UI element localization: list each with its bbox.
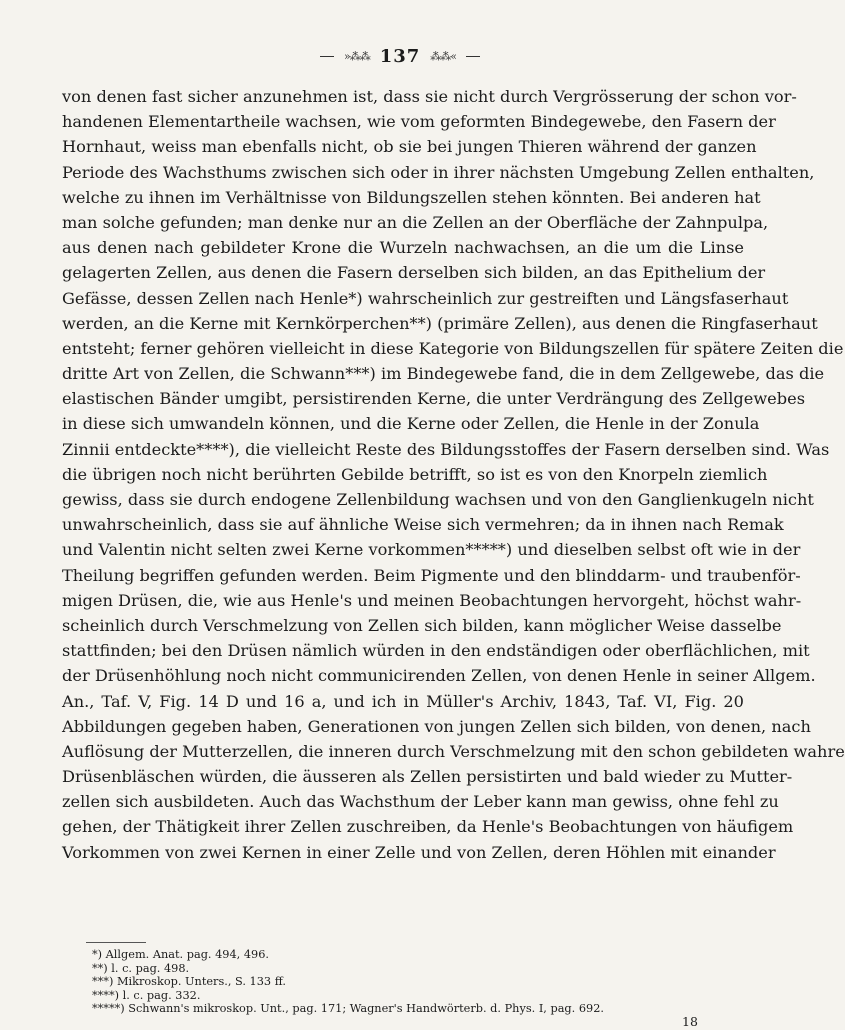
text-line: entsteht; ferner gehören vielleicht in diese Kategorie von Bildungszellen für spätere Zeiten die: [62, 338, 844, 358]
text-line: dritte Art von Zellen, die Schwann***) im Bindegewebe fand, die in dem Zellgewebe, das die: [62, 364, 825, 384]
footnote: ****) l. c. pag. 332.: [92, 988, 201, 1002]
header-ornament-right: ⁂⁂«: [430, 50, 457, 63]
header-rule-left: [320, 56, 334, 57]
page-header: [0, 46, 800, 67]
text-line: gehen, der Thätigkeit ihrer Zellen zuschreiben, da Henle's Beobachtungen von häufigem: [62, 817, 794, 837]
text-line: von denen fast sicher anzunehmen ist, dass sie nicht durch Vergrösserung der schon vor-: [62, 87, 797, 106]
text-line: scheinlich durch Verschmelzung von Zellen sich bilden, kann möglicher Weise dasselbe: [62, 615, 782, 635]
text-line: unwahrscheinlich, dass sie auf ähnliche Weise sich vermehren; da in ihnen nach Remak: [62, 515, 784, 535]
text-line: Drüsenbläschen würden, die äusseren als Zellen persistirten und bald wieder zu Mutter-: [62, 767, 793, 787]
signature-mark: 18: [682, 1014, 698, 1029]
text-line: Theilung begriffen gefunden werden. Beim Pigmente und den blinddarm- und traubenför-: [62, 565, 801, 585]
text-line: Auflösung der Mutterzellen, die inneren durch Verschmelzung mit den schon gebildeten wahre: [62, 741, 845, 761]
footnote: ***) Mikroskop. Unters., S. 133 ff.: [92, 975, 286, 989]
text-line: werden, an die Kerne mit Kernkörperchen**) (primäre Zellen), aus denen die Ringfaserhaut: [62, 313, 818, 333]
text-line: aus denen nach gebildeter Krone die Wurzeln nachwachsen, an die um die Linse: [62, 238, 744, 258]
text-line: Gefässe, dessen Zellen nach Henle*) wahrscheinlich zur gestreiften und Längsfaserhaut: [62, 288, 789, 308]
text-line: der Drüsenhöhlung noch nicht communicirenden Zellen, von denen Henle in seiner Allgem.: [62, 666, 816, 686]
text-line: An., Taf. V, Fig. 14 D und 16 a, und ich in Müller's Archiv, 1843, Taf. VI, Fig. 20: [62, 691, 744, 711]
text-line: die übrigen noch nicht berührten Gebilde betrifft, so ist es von den Knorpeln ziemlich: [62, 464, 768, 484]
text-line: Hornhaut, weiss man ebenfalls nicht, ob sie bei jungen Thieren während der ganzen: [62, 137, 757, 157]
text-line: gelagerten Zellen, aus denen die Fasern derselben sich bilden, an das Epithelium der: [62, 263, 766, 283]
footnote: **) l. c. pag. 498.: [92, 961, 190, 975]
text-line: welche zu ihnen im Verhältnisse von Bildungszellen stehen könnten. Bei anderen hat: [62, 187, 761, 207]
text-line: Abbildungen gegeben haben, Generationen von jungen Zellen sich bilden, von denen, nach: [62, 716, 811, 736]
page-number: 137: [379, 46, 421, 67]
text-line: Zinnii entdeckte****), die vielleicht Reste des Bildungsstoffes der Fasern derselben sind. Was: [62, 439, 830, 459]
text-line: Vorkommen von zwei Kernen in einer Zelle und von Zellen, deren Höhlen mit einander: [62, 842, 776, 862]
text-line: man solche gefunden; man denke nur an die Zellen an der Oberfläche der Zahnpulpa,: [62, 212, 769, 232]
footnote: *****) Schwann's mikroskop. Unt., pag. 171; Wagner's Handwörterb. d. Phys. I, pag. 692.: [92, 1002, 604, 1016]
footnote: *) Allgem. Anat. pag. 494, 496.: [92, 948, 270, 961]
text-line: gewiss, dass sie durch endogene Zellenbildung wachsen und von den Ganglienkugeln nicht: [62, 490, 814, 509]
text-line: Periode des Wachsthums zwischen sich oder in ihrer nächsten Umgebung Zellen enthalten,: [62, 162, 815, 182]
footnote-divider: [86, 942, 146, 943]
header-ornament-left: »⁂⁂: [343, 50, 370, 63]
text-line: elastischen Bänder umgibt, persistirenden Kerne, die unter Verdrängung des Zellgewebes: [62, 389, 806, 409]
header-rule-right: [466, 56, 480, 57]
text-line: zellen sich ausbildeten. Auch das Wachsthum der Leber kann man gewiss, ohne fehl zu: [62, 792, 779, 812]
text-line: und Valentin nicht selten zwei Kerne vorkommen*****) und dieselben selbst oft wie in der: [62, 540, 801, 560]
text-line: migen Drüsen, die, wie aus Henle's und meinen Beobachtungen hervorgeht, höchst wahr-: [62, 590, 802, 610]
text-line: in diese sich umwandeln können, und die Kerne oder Zellen, die Henle in der Zonula: [62, 414, 760, 434]
body-text: [62, 84, 845, 865]
text-line: handenen Elementartheile wachsen, wie vom geformten Bindegewebe, den Fasern der: [62, 112, 776, 132]
text-line: stattfinden; bei den Drüsen nämlich würden in den endständigen oder oberflächlichen, mit: [62, 641, 810, 661]
footnotes: [92, 948, 742, 1016]
